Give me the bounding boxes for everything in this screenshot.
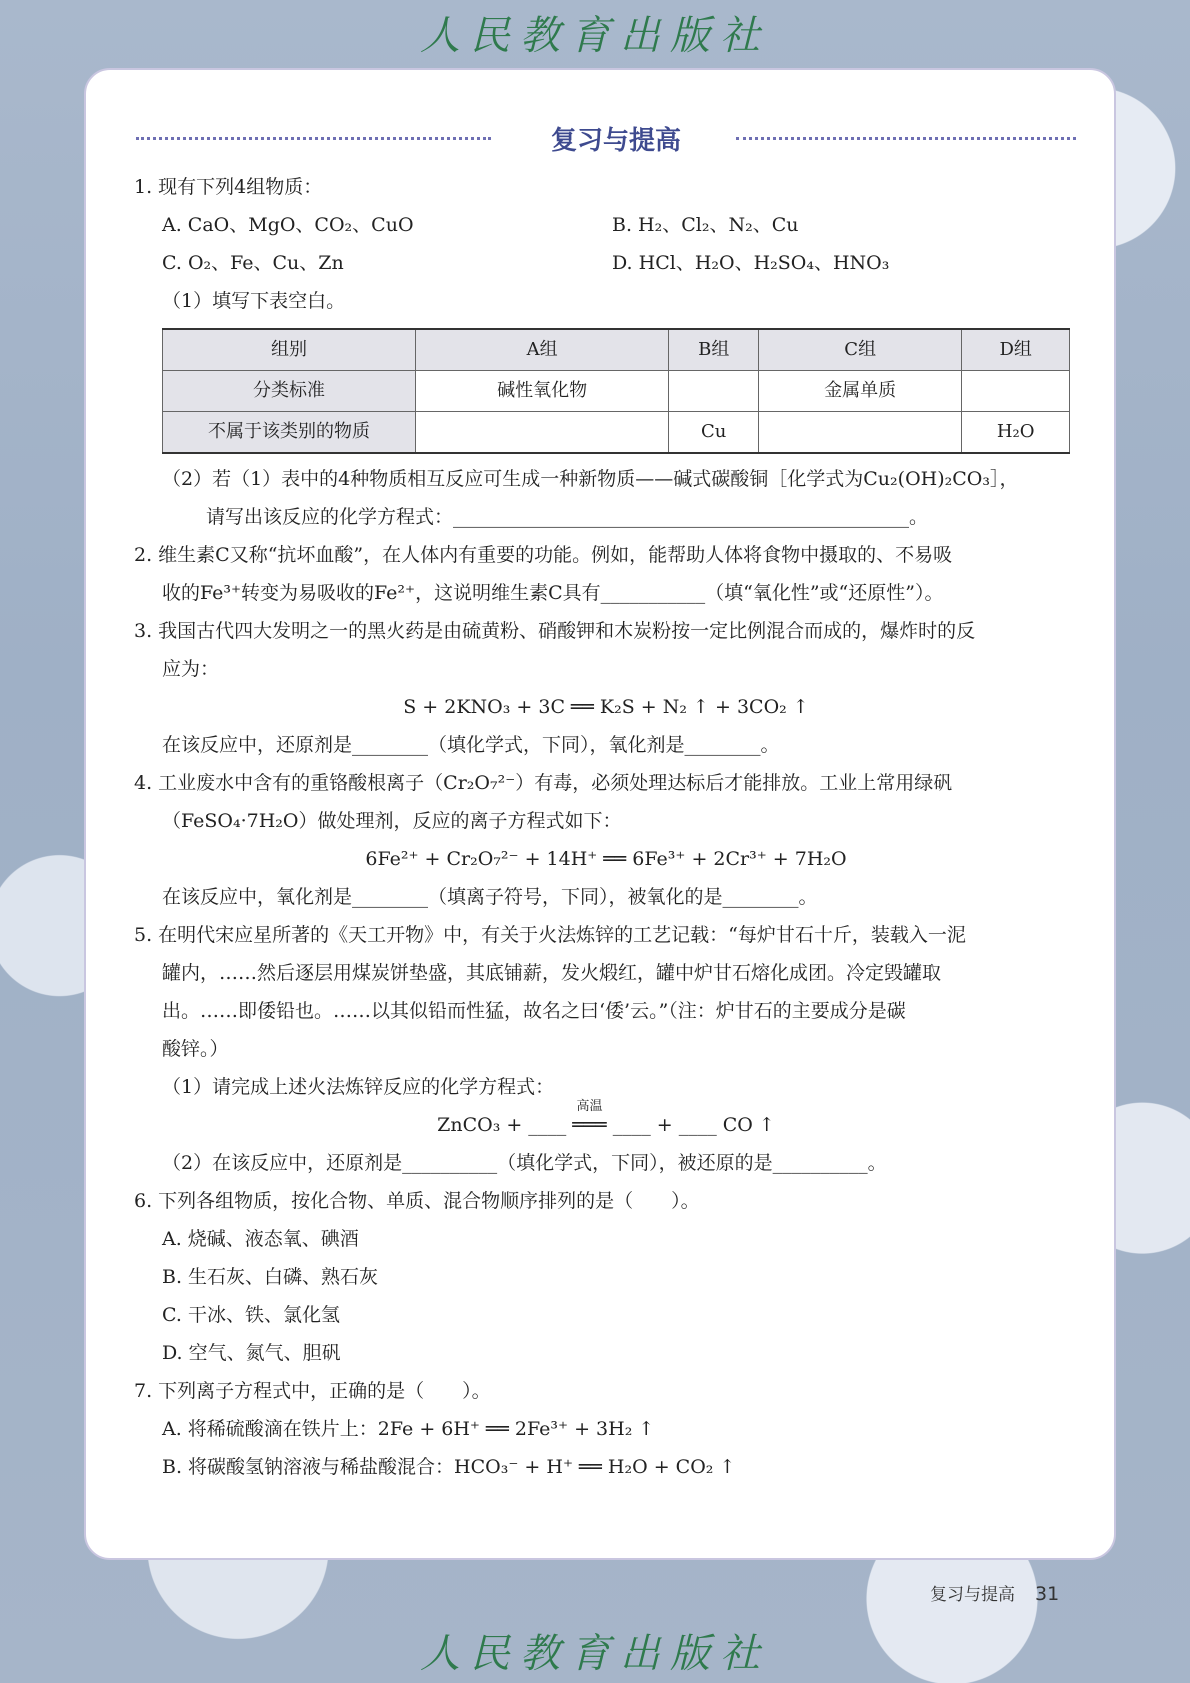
- page-footer: [930, 1580, 1059, 1605]
- q5-equation-left: ZnCO₃ + ____: [437, 1114, 567, 1136]
- table-cell: Cu: [669, 412, 759, 454]
- exercise-content: [134, 168, 1078, 1486]
- table-cell: 碱性氧化物: [416, 371, 669, 412]
- classification-table: [162, 328, 1070, 454]
- table-cell: A组: [416, 329, 669, 371]
- question-5-cont-2: 出。……即倭铅也。……以其似铅而性猛，故名之曰‘倭’云。”（注：炉甘石的主要成分是碳: [162, 1000, 906, 1022]
- table-cell[interactable]: [759, 412, 962, 454]
- q1-part-2: （2）若（1）表中的4种物质相互反应可生成一种新物质——碱式碳酸铜［化学式为Cu₂(OH)₂CO₃］，: [162, 468, 1019, 490]
- publisher-logo-bottom: 人民教育出版社: [420, 1631, 770, 1677]
- q5-condition-arrow: 高温 ═══: [572, 1106, 606, 1144]
- q3-prompt: 在该反应中，还原剂是________（填化学式，下同），氧化剂是________。: [162, 734, 780, 756]
- table-cell[interactable]: [962, 371, 1070, 412]
- q4-prompt: 在该反应中，氧化剂是________（填离子符号，下同），被氧化的是________。: [162, 886, 818, 908]
- dotted-rule-right: [736, 137, 1076, 140]
- q1-part-2-answer: 请写出该反应的化学方程式：________________________________________________。: [206, 506, 929, 528]
- table-row: [163, 412, 1070, 454]
- question-5: 5. 在明代宋应星所著的《天工开物》中，有关于火法炼锌的工艺记载：“每炉甘石十斤，装载入一泥: [134, 924, 966, 946]
- table-cell: 金属单质: [759, 371, 962, 412]
- question-1: 1. 现有下列4组物质：: [134, 176, 323, 198]
- table-cell[interactable]: [416, 412, 669, 454]
- table-cell: C组: [759, 329, 962, 371]
- q5-part-2: （2）在该反应中，还原剂是__________（填化学式，下同），被还原的是__________。: [162, 1152, 887, 1174]
- table-cell: D组: [962, 329, 1070, 371]
- q5-equation-right: ____ + ____ CO ↑: [612, 1114, 775, 1136]
- question-7: 7. 下列离子方程式中，正确的是（ ）。: [134, 1380, 491, 1402]
- q7-option-a: A. 将稀硫酸滴在铁片上：2Fe + 6H⁺ ══ 2Fe³⁺ + 3H₂ ↑: [162, 1418, 655, 1440]
- section-header: [136, 120, 1076, 156]
- question-2: 2. 维生素C又称“抗坏血酸”，在人体内有重要的功能。例如，能帮助人体将食物中摄取的、不易吸: [134, 544, 953, 566]
- q3-equation: S + 2KNO₃ + 3C ══ K₂S + N₂ ↑ + 3CO₂ ↑: [403, 696, 809, 718]
- question-6: 6. 下列各组物质，按化合物、单质、混合物顺序排列的是（ ）。: [134, 1190, 700, 1212]
- table-row: [163, 371, 1070, 412]
- table-header-row: [163, 329, 1070, 371]
- table-cell[interactable]: [669, 371, 759, 412]
- question-5-cont-1: 罐内，……然后逐层用煤炭饼垫盛，其底铺薪，发火煅红，罐中炉甘石熔化成团。冷定毁罐取: [162, 962, 942, 984]
- q6-option-b: B. 生石灰、白磷、熟石灰: [162, 1266, 379, 1288]
- q6-option-c: C. 干冰、铁、氯化氢: [162, 1304, 340, 1326]
- q1-option-b: B. H₂、Cl₂、N₂、Cu: [612, 214, 799, 236]
- question-2-cont: 收的Fe³⁺转变为易吸收的Fe²⁺，这说明维生素C具有___________（填“氧化性”或“还原性”）。: [162, 582, 944, 604]
- footer-label: 复习与提高: [930, 1585, 1015, 1605]
- exercise-card: [84, 68, 1116, 1560]
- dotted-rule-left: [136, 137, 491, 140]
- q1-option-c: C. O₂、Fe、Cu、Zn: [162, 252, 344, 274]
- question-4: 4. 工业废水中含有的重铬酸根离子（Cr₂O₇²⁻）有毒，必须处理达标后才能排放。工业上常用绿矾: [134, 772, 953, 794]
- table-cell: 分类标准: [163, 371, 416, 412]
- q6-option-a: A. 烧碱、液态氧、碘酒: [162, 1228, 359, 1250]
- q5-condition: 高温: [576, 1099, 603, 1114]
- question-4-cont: （FeSO₄·7H₂O）做处理剂，反应的离子方程式如下：: [162, 810, 622, 832]
- q4-equation: 6Fe²⁺ + Cr₂O₇²⁻ + 14H⁺ ══ 6Fe³⁺ + 2Cr³⁺ + 7H₂O: [365, 848, 847, 870]
- question-5-cont-3: 酸锌。）: [162, 1038, 229, 1060]
- q7-option-b: B. 将碳酸氢钠溶液与稀盐酸混合：HCO₃⁻ + H⁺ ══ H₂O + CO₂ ↑: [162, 1456, 736, 1478]
- table-cell: B组: [669, 329, 759, 371]
- table-cell: H₂O: [962, 412, 1070, 454]
- q5-equation: [134, 1099, 1078, 1144]
- question-3-cont: 应为：: [162, 658, 220, 680]
- table-cell: 组别: [163, 329, 416, 371]
- table-cell: 不属于该类别的物质: [163, 412, 416, 454]
- q1-option-a: A. CaO、MgO、CO₂、CuO: [162, 214, 414, 236]
- q5-part-1: （1）请完成上述火法炼锌反应的化学方程式：: [162, 1076, 555, 1098]
- q6-option-d: D. 空气、氮气、胆矾: [162, 1342, 341, 1364]
- q1-part-1: （1）填写下表空白。: [162, 290, 346, 312]
- page-number: 31: [1035, 1583, 1060, 1605]
- publisher-logo-top: 人民教育出版社: [420, 13, 770, 59]
- section-title: 复习与提高: [550, 126, 681, 156]
- question-3: 3. 我国古代四大发明之一的黑火药是由硫黄粉、硝酸钾和木炭粉按一定比例混合而成的，爆炸时的反: [134, 620, 976, 642]
- q1-option-d: D. HCl、H₂O、H₂SO₄、HNO₃: [612, 252, 890, 274]
